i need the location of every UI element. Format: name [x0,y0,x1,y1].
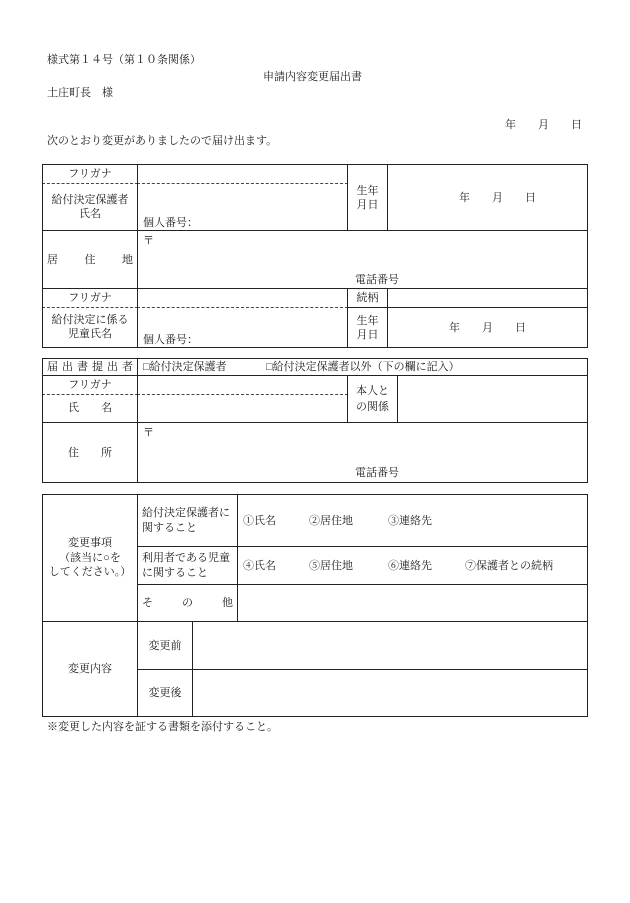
guardian-furigana-label [42,164,138,184]
change-items-label-line-1: 変更事項 [68,537,112,550]
change-items-label-line-3: してください。） [48,566,132,579]
guardian-furigana-field [137,164,348,184]
submitter-furigana-label-text: フリガナ [68,379,112,391]
guardian-option-contact: ③連絡先 [388,514,432,527]
submitter-furigana-label [42,375,138,395]
child-name-label-line-2: 児童氏名 [68,328,112,340]
other-change-field [237,584,588,622]
relationship-label [347,288,388,308]
submitter-address-field [137,422,588,483]
submitter-postal-mark: 〒 [143,427,154,439]
child-name-field [137,307,348,348]
after-change-label [137,669,193,717]
child-birth-date: 年 月 日 [449,321,526,334]
guardian-birth-label [347,164,388,231]
submitter-name-field [137,394,348,423]
other-change-category [137,584,238,622]
postal-mark: 〒 [143,235,154,247]
guardian-change-category [137,494,238,547]
guardian-name-label-line-1: 給付決定保護者 [51,193,129,206]
child-option-contact: ⑥連絡先 [388,559,432,572]
guardian-option-address: ②居住地 [309,514,353,527]
submitter-phone-label: 電話番号 [355,467,399,479]
child-option-name: ④氏名 [243,559,276,572]
guardian-birth-label-line-1: 生年 [356,184,379,197]
child-name-label-line-1: 給付決定に係る [51,314,129,326]
child-birth-label [347,307,388,348]
footer-note: ※変更した内容を証する書類を添付すること。 [47,721,278,733]
submitter-relationship-label [347,375,398,423]
submitter-furigana-field [137,375,348,395]
address-label [42,230,138,289]
before-change-field [192,621,588,670]
form-number: 様式第１４号（第１０条関係） [47,54,201,66]
guardian-change-category-line-1: 給付決定保護者に [142,506,230,519]
submitter-address-label-text: 住 所 [68,446,112,459]
submitter-relationship-field [397,375,588,423]
guardian-birth-field [387,164,588,231]
child-furigana-field [137,288,348,308]
change-items-label [42,494,138,622]
child-birth-field [387,307,588,348]
child-change-category-line-1: 利用者である児童 [142,551,230,564]
submitter-relationship-label-line-1: 本人と [356,385,389,397]
form-title: 申請内容変更届出書 [263,71,362,83]
address-field [137,230,588,289]
change-items-label-line-2: （該当に○を [59,551,121,564]
child-furigana-label-text: フリガナ [68,292,112,304]
after-change-label-text: 変更後 [148,687,182,699]
guardian-birth-label-line-2: 月日 [356,198,379,211]
relationship-label-text: 続柄 [356,292,379,304]
submitter-label [42,358,138,376]
guardian-change-options [237,494,588,547]
guardian-birth-date: 年 月 日 [459,191,536,204]
submitter-name-label-text: 氏 名 [68,402,112,414]
submitter-relationship-label-line-2: の関係 [356,401,389,413]
guardian-option-name: ①氏名 [243,514,276,527]
before-change-label [137,621,193,670]
address-label-text: 居 住 地 [47,253,133,266]
child-option-relationship: ⑦保護者との続柄 [465,559,553,572]
before-change-label-text: 変更前 [148,639,182,652]
child-option-address: ⑤居住地 [309,559,353,572]
change-content-label-text: 変更内容 [68,663,112,675]
phone-label: 電話番号 [355,274,399,286]
child-birth-label-line-2: 月日 [356,328,379,341]
guardian-name-label [42,183,138,231]
other-change-category-text: そ の 他 [142,597,233,609]
guardian-change-category-line-2: 関すること [142,521,197,534]
relationship-field [387,288,588,308]
guardian-my-number-label: 個人番号： [143,217,198,229]
addressee: 土庄町長 様 [47,87,113,99]
change-content-label [42,621,138,717]
child-change-category [137,546,238,585]
submitter-label-text: 届 出 書 提 出 者 [47,361,133,373]
submission-date: 年 月 日 [505,119,582,131]
child-change-options [237,546,588,585]
guardian-furigana-label-text: フリガナ [68,168,112,180]
submitter-options [137,358,588,376]
child-my-number-label: 個人番号： [143,334,198,346]
child-name-label [42,307,138,348]
child-furigana-label [42,288,138,308]
submitter-address-label [42,422,138,483]
submitter-option-guardian: □給付決定保護者 [143,361,227,373]
after-change-field [192,669,588,717]
submitter-name-label [42,394,138,423]
guardian-name-label-line-2: 氏名 [79,207,101,220]
child-change-category-line-2: に関すること [142,566,208,579]
child-birth-label-line-1: 生年 [356,314,379,327]
submitter-option-other: □給付決定保護者以外（下の欄に記入） [266,361,460,373]
guardian-name-field [137,183,348,231]
intro-text: 次のとおり変更がありましたので届け出ます。 [47,135,278,147]
